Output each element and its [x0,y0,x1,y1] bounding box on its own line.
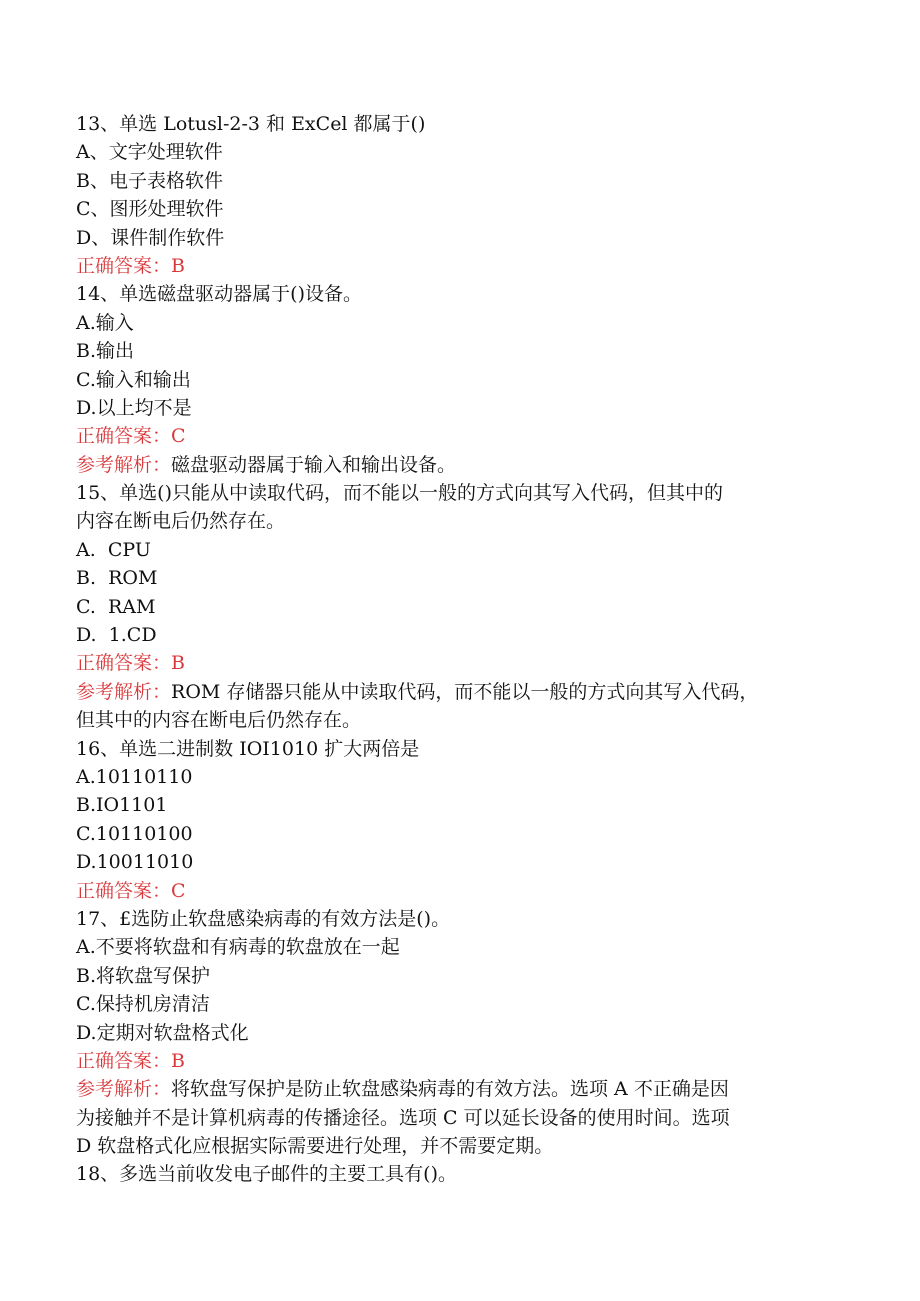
option-a: A、文字处理软件 [76,141,223,164]
correct-answer: 正确答案：B [76,652,185,675]
option-b: B.IO1101 [76,794,168,817]
question-stem: 13、单选 Lotusl-2-3 和 ExCel 都属于() [76,113,426,135]
question-stem-continued: 内容在断电后仍然存在。 [76,510,286,533]
question-16 [76,735,856,905]
question-stem: 18、多选当前收发电子邮件的主要工具有()。 [76,1163,458,1186]
question-15 [76,479,856,735]
option-a: A.不要将软盘和有病毒的软盘放在一起 [76,936,400,959]
analysis [76,451,856,479]
option-d: D.以上均不是 [76,396,192,419]
analysis-label: 参考解析： [76,453,172,476]
analysis-text-continued: D 软盘格式化应根据实际需要进行处理，并不需要定期。 [76,1135,554,1158]
question-17 [76,905,856,1161]
analysis [76,678,856,706]
option-c: C、图形处理软件 [76,198,224,221]
correct-answer: 正确答案：C [76,879,186,902]
analysis-label: 参考解析： [76,1078,172,1101]
option-b: B、电子表格软件 [76,169,223,192]
analysis-text-continued: 但其中的内容在断电后仍然存在。 [76,709,362,732]
question-stem: 16、单选二进制数 IOI1010 扩大两倍是 [76,737,420,760]
correct-answer: 正确答案：B [76,1049,185,1072]
option-a: A. CPU [76,538,151,561]
question-13 [76,110,856,280]
question-stem: 14、单选磁盘驱动器属于()设备。 [76,283,363,306]
option-b: B.输出 [76,340,135,363]
correct-answer: 正确答案：C [76,425,186,448]
option-d: D. 1.CD [76,624,157,647]
analysis [76,1075,856,1103]
option-c: C.输入和输出 [76,368,191,391]
question-stem: 17、£选防止软盘感染病毒的有效方法是()。 [76,907,451,930]
option-d: D.10011010 [76,851,194,874]
option-a: A.10110110 [76,765,193,788]
analysis-label: 参考解析： [76,680,172,703]
question-14 [76,280,856,479]
document-page [76,110,856,1189]
option-c: C. RAM [76,595,156,618]
option-c: C.保持机房清洁 [76,993,210,1016]
question-18 [76,1160,856,1188]
analysis-text: 磁盘驱动器属于输入和输出设备。 [171,453,457,476]
correct-answer: 正确答案：B [76,254,185,277]
option-b: B.将软盘写保护 [76,964,211,987]
analysis-text-continued: 为接触并不是计算机病毒的传播途径。选项 C 可以延长设备的使用时间。选项 [76,1106,730,1129]
analysis-text: 将软盘写保护是防止软盘感染病毒的有效方法。选项 A 不正确是因 [171,1078,729,1101]
option-b: B. ROM [76,567,158,590]
option-c: C.10110100 [76,822,193,845]
analysis-text: ROM 存储器只能从中读取代码，而不能以一般的方式向其写入代码， [171,680,759,703]
question-stem: 15、单选()只能从中读取代码，而不能以一般的方式向其写入代码，但其中的 [76,482,724,505]
option-d: D、课件制作软件 [76,226,225,249]
option-d: D.定期对软盘格式化 [76,1021,249,1044]
option-a: A.输入 [76,311,134,334]
